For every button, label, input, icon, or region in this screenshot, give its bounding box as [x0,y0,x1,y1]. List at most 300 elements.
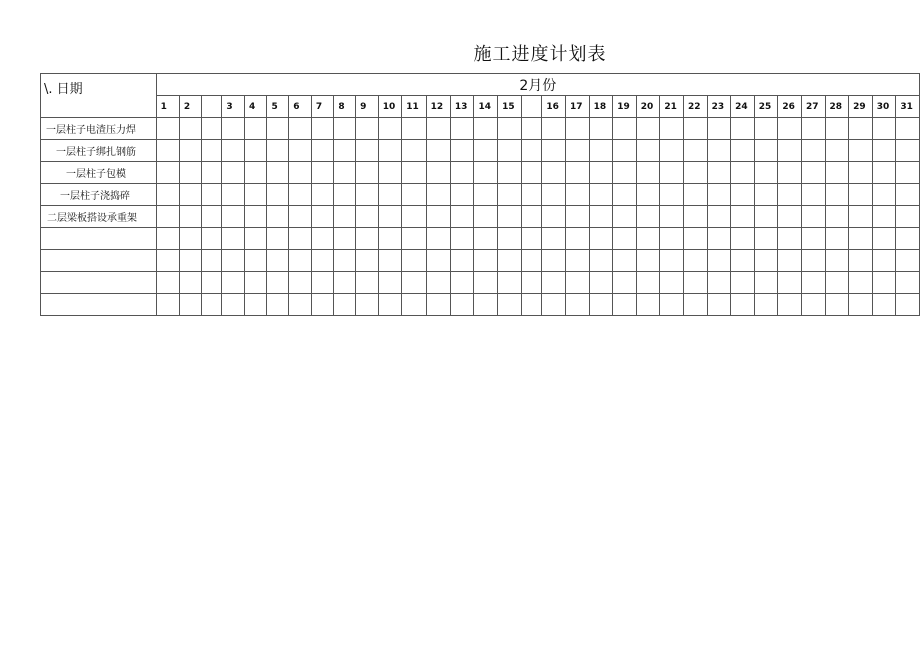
schedule-cell [613,162,637,184]
day-cell: 18 [589,96,613,118]
schedule-cell [849,162,873,184]
schedule-cell [356,162,379,184]
schedule-cell [707,228,731,250]
schedule-cell [896,118,920,140]
schedule-cell [521,162,542,184]
schedule-cell [778,184,802,206]
schedule-cell [426,118,450,140]
schedule-cell [754,250,778,272]
schedule-cell [498,140,522,162]
schedule-cell [778,272,802,294]
schedule-cell [244,184,267,206]
task-row [41,206,920,228]
schedule-cell [566,162,590,184]
schedule-cell [542,250,566,272]
schedule-cell [450,250,474,272]
schedule-cell [731,228,755,250]
schedule-cell [566,294,590,316]
schedule-cell [636,206,660,228]
task-label [41,228,157,250]
schedule-cell [566,206,590,228]
schedule-cell [801,184,825,206]
schedule-cell [589,118,613,140]
schedule-cell [378,272,402,294]
schedule-cell [660,294,684,316]
schedule-cell [872,184,896,206]
schedule-cell [402,184,426,206]
schedule-cell [825,206,849,228]
schedule-cell [754,162,778,184]
schedule-cell [378,294,402,316]
schedule-cell [589,162,613,184]
schedule-cell [426,250,450,272]
schedule-cell [849,184,873,206]
schedule-cell [683,294,707,316]
schedule-cell [707,184,731,206]
schedule-cell [450,184,474,206]
schedule-cell [222,294,245,316]
schedule-cell [289,118,312,140]
schedule-cell [402,294,426,316]
day-cell: 24 [731,96,755,118]
schedule-cell [474,250,498,272]
schedule-cell [801,140,825,162]
schedule-cell [542,228,566,250]
schedule-cell [289,206,312,228]
schedule-cell [660,250,684,272]
schedule-cell [683,228,707,250]
schedule-cell [498,184,522,206]
schedule-cell [201,118,222,140]
schedule-cell [542,184,566,206]
schedule-cell [222,140,245,162]
task-label: 一层柱子包模 [41,162,157,184]
schedule-cell [156,206,179,228]
schedule-cell [378,184,402,206]
schedule-cell [542,294,566,316]
schedule-cell [402,206,426,228]
schedule-cell [731,250,755,272]
schedule-cell [849,228,873,250]
schedule-cell [244,206,267,228]
schedule-cell [521,228,542,250]
document-title: 施工进度计划表 [473,44,607,65]
schedule-cell [244,162,267,184]
day-cell: 31 [896,96,920,118]
schedule-cell [849,206,873,228]
schedule-cell [825,140,849,162]
schedule-cell [683,184,707,206]
schedule-cell [660,184,684,206]
schedule-cell [521,140,542,162]
schedule-cell [222,118,245,140]
day-cell [521,96,542,118]
schedule-cell [849,140,873,162]
schedule-cell [778,250,802,272]
schedule-cell [474,118,498,140]
schedule-cell [334,162,356,184]
schedule-cell [156,228,179,250]
schedule-cell [849,250,873,272]
schedule-cell [201,250,222,272]
day-cell: 13 [450,96,474,118]
schedule-cell [311,250,334,272]
schedule-cell [731,206,755,228]
schedule-cell [474,184,498,206]
schedule-cell [754,272,778,294]
schedule-cell [222,206,245,228]
schedule-cell [311,184,334,206]
schedule-cell [731,272,755,294]
schedule-cell [872,118,896,140]
schedule-cell [566,228,590,250]
schedule-cell [222,250,245,272]
day-cell: 30 [872,96,896,118]
schedule-cell [707,294,731,316]
schedule-cell [289,228,312,250]
schedule-cell [613,250,637,272]
schedule-cell [378,118,402,140]
schedule-cell [521,250,542,272]
schedule-cell [566,184,590,206]
schedule-cell [825,250,849,272]
schedule-cell [222,162,245,184]
schedule-cell [896,206,920,228]
schedule-cell [201,206,222,228]
schedule-cell [542,206,566,228]
schedule-cell [201,272,222,294]
schedule-cell [498,228,522,250]
schedule-cell [311,118,334,140]
date-corner-cell: \. 日期 [41,74,157,118]
schedule-cell [660,228,684,250]
schedule-cell [356,206,379,228]
schedule-cell [356,118,379,140]
schedule-cell [426,228,450,250]
schedule-cell [356,294,379,316]
schedule-cell [825,272,849,294]
schedule-cell [613,206,637,228]
day-cell: 27 [801,96,825,118]
schedule-cell [201,162,222,184]
schedule-cell [825,294,849,316]
schedule-cell [660,118,684,140]
schedule-cell [474,206,498,228]
schedule-cell [156,162,179,184]
schedule-cell [778,140,802,162]
task-row [41,250,920,272]
schedule-cell [566,118,590,140]
schedule-cell [156,140,179,162]
schedule-cell [334,228,356,250]
day-cell [201,96,222,118]
schedule-cell [450,118,474,140]
schedule-cell [660,140,684,162]
schedule-cell [566,272,590,294]
schedule-cell [156,294,179,316]
schedule-cell [402,162,426,184]
schedule-cell [244,250,267,272]
schedule-cell [267,250,289,272]
schedule-cell [498,294,522,316]
schedule-cell [356,140,379,162]
task-row [41,162,920,184]
schedule-cell [311,272,334,294]
task-label [41,294,157,316]
schedule-cell [521,184,542,206]
day-cell: 17 [566,96,590,118]
schedule-cell [311,206,334,228]
schedule-cell [731,294,755,316]
schedule-cell [801,294,825,316]
day-cell: 29 [849,96,873,118]
schedule-cell [683,118,707,140]
schedule-cell [201,228,222,250]
schedule-cell [156,118,179,140]
schedule-cell [801,228,825,250]
day-cell: 25 [754,96,778,118]
day-cell: 2 [179,96,201,118]
schedule-cell [849,118,873,140]
schedule-cell [356,184,379,206]
schedule-cell [778,228,802,250]
schedule-cell [849,294,873,316]
task-row [41,184,920,206]
day-cell: 4 [244,96,267,118]
schedule-cell [754,294,778,316]
day-cell: 11 [402,96,426,118]
schedule-cell [589,272,613,294]
schedule-cell [267,206,289,228]
schedule-cell [179,272,201,294]
schedule-cell [426,272,450,294]
schedule-cell [636,162,660,184]
schedule-cell [896,140,920,162]
schedule-cell [222,272,245,294]
schedule-cell [613,140,637,162]
task-row [41,228,920,250]
day-cell: 22 [683,96,707,118]
day-cell: 28 [825,96,849,118]
schedule-cell [311,140,334,162]
schedule-cell [731,118,755,140]
schedule-cell [498,206,522,228]
schedule-cell [244,228,267,250]
schedule-cell [754,118,778,140]
schedule-cell [474,140,498,162]
schedule-cell [334,294,356,316]
schedule-cell [450,228,474,250]
schedule-cell [267,294,289,316]
schedule-cell [683,140,707,162]
schedule-cell [521,206,542,228]
schedule-cell [179,206,201,228]
day-cell: 1 [156,96,179,118]
schedule-cell [426,294,450,316]
task-label [41,272,157,294]
schedule-cell [872,140,896,162]
schedule-cell [636,118,660,140]
schedule-cell [613,184,637,206]
schedule-cell [660,272,684,294]
schedule-cell [613,294,637,316]
schedule-cell [334,250,356,272]
schedule-cell [334,184,356,206]
schedule-cell [244,294,267,316]
schedule-cell [498,272,522,294]
schedule-cell [156,250,179,272]
schedule-cell [613,118,637,140]
schedule-cell [825,118,849,140]
task-row [41,272,920,294]
schedule-cell [636,294,660,316]
schedule-cell [707,250,731,272]
task-label: 一层柱子绑扎钢筋 [41,140,157,162]
schedule-cell [311,162,334,184]
schedule-cell [311,294,334,316]
task-label [41,250,157,272]
schedule-cell [402,140,426,162]
schedule-cell [474,272,498,294]
schedule-cell [267,118,289,140]
schedule-cell [267,184,289,206]
schedule-cell [872,294,896,316]
day-cell: 20 [636,96,660,118]
schedule-cell [179,162,201,184]
schedule-cell [754,228,778,250]
schedule-cell [731,140,755,162]
schedule-cell [450,140,474,162]
schedule-cell [244,118,267,140]
schedule-cell [636,228,660,250]
schedule-cell [474,162,498,184]
schedule-cell [801,118,825,140]
schedule-cell [660,206,684,228]
schedule-cell [402,272,426,294]
schedule-cell [636,184,660,206]
schedule-cell [179,250,201,272]
schedule-cell [289,140,312,162]
schedule-cell [896,294,920,316]
schedule-cell [267,228,289,250]
schedule-cell [378,228,402,250]
schedule-cell [450,206,474,228]
task-row [41,118,920,140]
schedule-cell [311,228,334,250]
schedule-cell [707,140,731,162]
schedule-cell [778,118,802,140]
schedule-cell [289,250,312,272]
schedule-cell [450,294,474,316]
schedule-cell [589,184,613,206]
schedule-cell [378,206,402,228]
schedule-cell [334,272,356,294]
schedule-cell [201,140,222,162]
day-cell: 10 [378,96,402,118]
schedule-cell [754,206,778,228]
schedule-cell [801,162,825,184]
day-cell: 8 [334,96,356,118]
schedule-cell [474,228,498,250]
schedule-cell [542,140,566,162]
schedule-cell [356,272,379,294]
schedule-cell [613,272,637,294]
schedule-cell [778,294,802,316]
schedule-cell [222,184,245,206]
schedule-cell [825,184,849,206]
schedule-cell [267,162,289,184]
schedule-cell [289,162,312,184]
task-label: 一层柱子浇捣碎 [41,184,157,206]
schedule-cell [267,140,289,162]
schedule-cell [426,206,450,228]
schedule-cell [707,118,731,140]
day-cell: 12 [426,96,450,118]
schedule-cell [707,162,731,184]
day-cell: 15 [498,96,522,118]
schedule-cell [267,272,289,294]
schedule-cell [498,162,522,184]
schedule-cell [636,250,660,272]
day-cell: 9 [356,96,379,118]
month-header-row [41,74,920,96]
schedule-cell [426,184,450,206]
schedule-cell [356,228,379,250]
schedule-cell [289,294,312,316]
schedule-cell [334,118,356,140]
day-cell: 7 [311,96,334,118]
schedule-cell [244,140,267,162]
day-cell: 3 [222,96,245,118]
schedule-cell [636,140,660,162]
schedule-cell [801,272,825,294]
schedule-cell [731,162,755,184]
schedule-cell [707,272,731,294]
schedule-cell [872,228,896,250]
schedule-cell [542,272,566,294]
schedule-cell [589,140,613,162]
day-cell: 6 [289,96,312,118]
schedule-cell [179,294,201,316]
task-row [41,140,920,162]
schedule-cell [521,294,542,316]
schedule-cell [289,184,312,206]
day-header-row [41,96,920,118]
schedule-cell [872,206,896,228]
schedule-cell [378,140,402,162]
schedule-cell [521,272,542,294]
schedule-cell [402,118,426,140]
schedule-cell [222,228,245,250]
day-cell: 23 [707,96,731,118]
schedule-cell [872,250,896,272]
schedule-cell [156,272,179,294]
schedule-cell [244,272,267,294]
schedule-cell [896,184,920,206]
schedule-cell [378,250,402,272]
schedule-cell [589,250,613,272]
schedule-cell [542,118,566,140]
schedule-cell [778,206,802,228]
schedule-cell [636,272,660,294]
schedule-cell [334,206,356,228]
schedule-cell [778,162,802,184]
schedule-cell [896,272,920,294]
schedule-cell [402,228,426,250]
schedule-cell [801,206,825,228]
schedule-table [40,73,920,316]
schedule-cell [542,162,566,184]
